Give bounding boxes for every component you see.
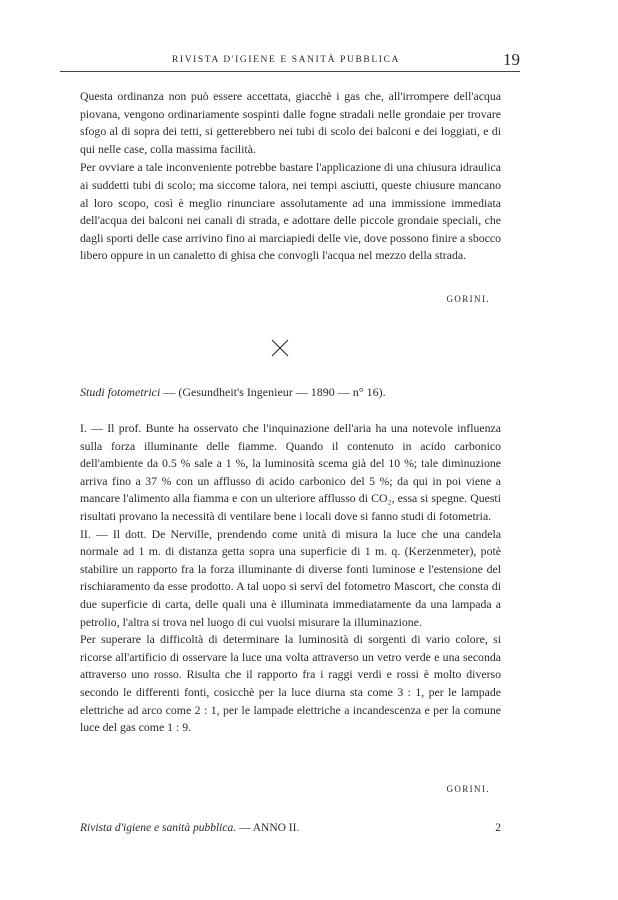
paragraph: Questa ordinanza non può essere accettata, giacchè i gas che, all'irrompere dell'acqua piovana, vengono ordinariamente sospinti dalle fogne stradali nelle grondaie per trovare sfogo al di sopra dei tetti, si getterebbero nei tubi di scolo dei balconi e dei loggiati, e di qui nelle case, colla massima facilità. [80, 89, 501, 156]
page-number: 19 [503, 50, 520, 69]
page-footer [80, 822, 501, 834]
signature: GORINI. [446, 294, 490, 304]
section2-body [80, 420, 501, 737]
paragraph: Per ovviare a tale inconveniente potrebbe bastare l'applicazione di una chiusura idraulica ai suddetti tubi di scolo; ma siccome talora, nei tempi asciutti, queste chiusure mancano al loro scopo, così è meglio rinunciare assolutamente ad una immissione immediata dell'acqua dei balconi nei canali di strada, e adottare delle piccole grondaie speciali, che dagli sporti delle case arrivino fino ai marciapiedi delle vie, dove possono finire a sbocco libero oppure in un canaletto di ghisa che convogli l'acqua nel mezzo della strada. [80, 160, 501, 263]
article-title: Studi fotometrici [80, 385, 161, 399]
running-title: RIVISTA D'IGIENE E SANITÀ PUBBLICA [172, 55, 400, 65]
signature: GORINI. [446, 784, 490, 794]
footer-year: — ANNO II. [236, 822, 300, 834]
paragraph: I. — Il prof. Bunte ha osservato che l'inquinazione dell'aria ha una notevole influenza sulla forza illuminante delle fiamme. Quando il contenuto in acido carbonico dell'ambiente da 0.5 % sale a 1 %, la luminosità scema già del 10 %; tale diminuzione arriva fino a 37 % con un afflusso di acido carbonico del 5 %; da qui in poi viene a mancare l'alimento alla fiamma e con un ulteriore afflusso di CO₂, essa si spegne. Questi risultati provano la necessità di ventilare bene i locali dove si fanno studi di fotometria. [80, 421, 501, 523]
article-source: — (Gesundheit's Ingenieur — 1890 — n° 16). [160, 385, 386, 399]
header-rule [60, 71, 520, 72]
section-separator-cross-icon [270, 338, 290, 358]
footer-journal: Rivista d'igiene e sanità pubblica. [80, 822, 237, 834]
article-heading [80, 385, 501, 400]
section1-body [80, 88, 501, 265]
paragraph: Per superare la difficoltà di determinare la luminosità di sorgenti di vario colore, si ricorse all'artificio di osservare la luce una volta attraverso un vetro verde e una seconda attraverso uno rosso. Risulta che il rapporto fra i raggi verdi e rossi è molto diverso secondo le differenti fonti, cosicchè per la luce diurna sta come 3 : 1, per le lampade elettriche ad arco come 2 : 1, per le lampade elettriche a incandescenza e per la comune luce del gas come 1 : 9. [80, 632, 501, 735]
running-header [60, 50, 520, 72]
paragraph: II. — Il dott. De Nerville, prendendo come unità di misura la luce che una candela normale ad 1 m. di distanza getta sopra una superficie di 1 m. q. (Kerzenmeter), potè stabilire un rapporto fra la forza illuminante di diverse fonti luminose e l'estensione del rischiaramento da esse prodotto. A tal uopo si servì del fotometro Mascort, che consta di due superficie di carta, delle quali una è illuminata immediatamente da una lampada a petrolio, l'altra si trova nel luogo di cui vuolsi misurare la illuminazione. [80, 526, 501, 629]
signature-mark: 2 [495, 822, 501, 834]
